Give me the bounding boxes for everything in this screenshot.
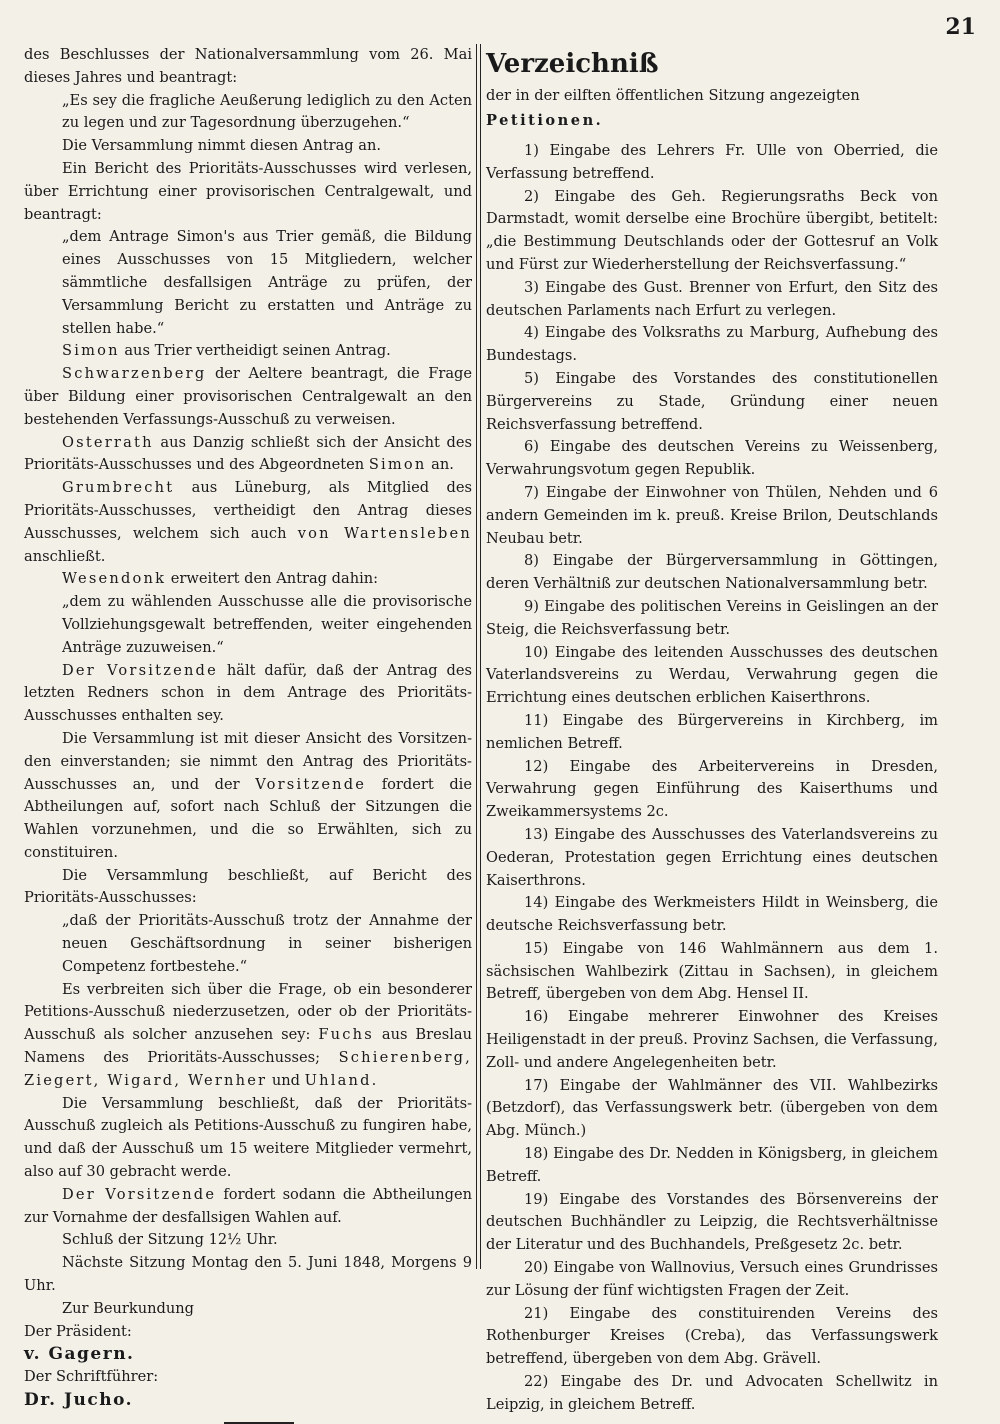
paragraph — [24, 340, 472, 363]
petition-entry: 19) Eingabe des Vorstandes des Börsenvereins der deutschen Buchhändler zu Leipzig, die Rechtsverhältnisse der Literatur und des Buchhandels, Preßgesetz 2c. betr. — [486, 1190, 938, 1254]
paragraph-text: Die Versammlung ist mit dieser Ansicht des Vorsitzenden einverstanden; sie nimmt den Antrag des Prioritäts-Ausschusses an, und der — [24, 729, 472, 793]
speaker-name: Der Vorsitzende — [62, 1185, 217, 1203]
petition-entry: 8) Eingabe der Bürgerversammlung in Göttingen, deren Verhältniß zur deutschen Nationalversammlung betr. — [486, 552, 938, 593]
left-column — [24, 44, 472, 1424]
quoted-motion: „daß der Prioritäts-Ausschuß trotz der Annahme der neuen Geschäftsordnung in seiner bisherigen Competenz fortbestehe.“ — [62, 912, 472, 975]
paragraph-text: Es verbreiten sich über die Frage, ob ein besonderer Petitions-Ausschuß niederzusetzen, oder ob der Prioritäts-Ausschuß als solcher anzusehen sey: — [24, 980, 472, 1044]
certification-label: Zur Beurkundung — [62, 1299, 195, 1317]
column-divider — [476, 44, 481, 1269]
quoted-motion: „Es sey die fragliche Aeußerung lediglich zu den Acten zu legen und zur Tagesordnung überzugehen.“ — [62, 91, 472, 132]
petition-entry: 22) Eingabe des Dr. und Advocaten Schellwitz in Leipzig, in gleichem Betreff. — [486, 1373, 938, 1413]
president-label: Der Präsident: — [24, 1322, 132, 1340]
speaker-name: Schwarzenberg — [62, 365, 207, 383]
president-name: v. Gagern. — [24, 1344, 135, 1365]
paragraph-text: . — [371, 1071, 377, 1089]
list-title: Verzeichniß — [486, 49, 659, 79]
speaker-name: Wesendonk — [62, 570, 167, 588]
paragraph-text: aus Trier vertheidigt seinen Antrag. — [119, 342, 391, 360]
speaker-name: Fuchs — [318, 1026, 374, 1044]
speaker-name: Osterrath — [62, 433, 154, 451]
paragraph — [24, 432, 472, 478]
speaker-name: Grumbrecht — [62, 479, 175, 497]
paragraph — [24, 1184, 472, 1230]
petition-entry: 18) Eingabe des Dr. Nedden in Königsberg, in gleichem Betreff. — [486, 1145, 938, 1185]
paragraph: Die Versammlung nimmt diesen Antrag an. — [62, 137, 382, 155]
petition-entry: 10) Eingabe des leitenden Ausschusses des deutschen Vaterlandsvereins zu Werdau, Verwahrung gegen die Errichtung eines deutschen erblichen Kaiserthrons. — [486, 643, 938, 707]
paragraph: des Beschlusses der Nationalversammlung vom 26. Mai dieses Jahres und beantragt: — [24, 46, 472, 86]
paragraph-text: hält dafür, daß der Antrag des letzten Redners schon in dem Antrage des Prioritäts-Ausschusses enthalten sey. — [24, 661, 473, 725]
speaker-name: Uhland — [304, 1071, 372, 1089]
petition-entry: 15) Eingabe von 146 Wahlmännern aus dem 1. sächsischen Wahlbezirk (Zittau in Sachsen), in gleichem Betreff, übergeben von dem Abg. Hensel II. — [486, 939, 938, 1003]
petition-entry: 20) Eingabe von Wallnovius, Versuch eines Grundrisses zur Lösung der fünf wichtigsten Fragen der Zeit. — [486, 1259, 938, 1299]
session-close: Schluß der Sitzung 12½ Uhr. — [62, 1231, 278, 1249]
secretary-label: Der Schriftführer: — [24, 1368, 159, 1386]
paragraph — [24, 477, 472, 568]
petition-entry: 12) Eingabe des Arbeitervereins in Dresden, Verwahrung gegen Einführung des Kaiserthums und Zweikammersystems 2c. — [486, 757, 938, 821]
paragraph-text: fordert die Abtheilungen auf, sofort nach Schluß der Sitzungen die Wahlen vorzunehmen, und die so Erwählten, sich zu constituiren. — [24, 775, 472, 861]
list-subtitle: der in der eilften öffentlichen Sitzung angezeigten — [486, 87, 860, 104]
paragraph: Ein Bericht des Prioritäts-Ausschusses wird verlesen, über Errichtung einer provisorischen Centralgewalt, und beantragt: — [24, 159, 472, 223]
paragraph-text: und — [267, 1071, 305, 1089]
petition-entry: 3) Eingabe des Gust. Brenner von Erfurt, den Sitz des deutschen Parlaments nach Erfurt zu verlegen. — [486, 278, 938, 319]
secretary-name: Dr. Jucho. — [24, 1390, 134, 1411]
paragraph: Die Versammlung beschließt, daß der Prioritäts-Ausschuß zugleich als Petitions-Ausschuß zu fungiren habe, und daß der Ausschuß um 15 weitere Mitglieder vermehrt, also auf 30 gebracht werde. — [24, 1094, 472, 1181]
paragraph-text: aus Danzig schließt sich der Ansicht des Prioritäts-Ausschusses und des Abgeordneten — [24, 433, 472, 474]
quoted-motion: „dem Antrage Simon's aus Trier gemäß, die Bildung eines Ausschusses von 15 Mitgliedern, welcher sämmtliche desfallsigen Anträge zu prüfen, der Versammlung Bericht zu erstatten und Anträge zu stellen habe.“ — [62, 228, 472, 337]
paragraph — [24, 979, 472, 1093]
speaker-name: Der Vorsitzende — [62, 661, 218, 679]
petition-entry: 1) Eingabe des Lehrers Fr. Ulle von Oberried, die Verfassung betreffend. — [486, 142, 938, 182]
speaker-name: Vorsitzende — [255, 775, 367, 793]
petition-entry: 2) Eingabe des Geh. Regierungsraths Beck von Darmstadt, womit derselbe eine Brochüre übergibt, betitelt: „die Bestimmung Deutschlands oder der Gottesruf an Volk und Fürst zur Wiederherstellung der Reichsverfassung.“ — [486, 187, 938, 273]
petition-entry: 6) Eingabe des deutschen Vereins zu Weissenberg, Verwahrungsvotum gegen Republik. — [486, 438, 938, 479]
speaker-name: Schierenberg, Ziegert, Wigard, Wernher — [24, 1049, 472, 1089]
petition-entry: 9) Eingabe des politischen Vereins in Geislingen an der Steig, die Reichsverfassung betr. — [486, 597, 938, 638]
right-column — [486, 44, 938, 1417]
paragraph-text: erweitert den Antrag dahin: — [166, 570, 379, 588]
petition-entry: 4) Eingabe des Volksraths zu Marburg, Aufhebung des Bundestags. — [486, 324, 938, 365]
paragraph-text: anschließt. — [24, 547, 106, 565]
petition-entry: 5) Eingabe des Vorstandes des constitutionellen Bürgervereins zu Stade, Gründung einer neuen Reichsverfassung betreffend. — [486, 369, 938, 433]
speaker-name: von Wartensleben — [297, 524, 472, 542]
paragraph-text: aus Lüneburg, als Mitglied des Prioritäts-Ausschusses, vertheidigt den Antrag dieses Ausschusses, welchem sich auch — [24, 479, 472, 542]
paragraph — [24, 568, 472, 591]
page-number: 21 — [945, 14, 976, 40]
speaker-name: Simon — [368, 456, 427, 474]
petition-entry: 21) Eingabe des constituirenden Vereins des Rothenburger Kreises (Creba), das Verfassungswerk betreffend, übergeben von dem Abg. Grävell. — [486, 1304, 938, 1368]
petition-entry: 16) Eingabe mehrerer Einwohner des Kreises Heiligenstadt in der preuß. Provinz Sachsen, die Verfassung, Zoll- und andere Angelegenheiten betr. — [486, 1008, 938, 1071]
petition-entry: 11) Eingabe des Bürgervereins in Kirchberg, im nemlichen Betreff. — [486, 711, 938, 752]
next-session: Nächste Sitzung Montag den 5. Juni 1848, Morgens 9 Uhr. — [24, 1254, 472, 1295]
petition-entry: 14) Eingabe des Werkmeisters Hildt in Weinsberg, die deutsche Reichsverfassung betr. — [486, 894, 938, 935]
paragraph-text: fordert sodann die Abtheilungen zur Vornahme der desfallsigen Wahlen auf. — [24, 1185, 473, 1226]
speaker-name: Simon — [62, 342, 120, 360]
petition-entry: 17) Eingabe der Wahlmänner des VII. Wahlbezirks (Betzdorf), das Verfassungswerk betr. (übergeben von dem Abg. Münch.) — [486, 1076, 938, 1140]
paragraph — [24, 363, 472, 431]
paragraph — [24, 728, 472, 865]
petition-entry: 13) Eingabe des Ausschusses des Vaterlandsvereins zu Oederan, Protestation gegen Errichtung eines deutschen Kaiserthrons. — [486, 825, 938, 889]
petition-entry: 7) Eingabe der Einwohner von Thülen, Nehden und 6 andern Gemeinden im k. preuß. Kreise Brilon, Deutschlands Neubau betr. — [486, 483, 938, 547]
paragraph-text: der Aeltere beantragt, die Frage über Bildung einer provisorischen Centralgewalt an den bestehenden Verfassungs-Ausschuß zu verweisen. — [24, 365, 472, 428]
paragraph-text: an. — [426, 456, 454, 474]
paragraph — [24, 660, 472, 728]
quoted-motion: „dem zu wählenden Ausschusse alle die provisorische Vollziehungsgewalt betreffenden, weiter eingehenden Anträge zuzuweisen.“ — [62, 593, 472, 656]
list-subtitle-2: Petitionen. — [486, 112, 604, 129]
paragraph: Die Versammlung beschließt, auf Bericht des Prioritäts-Ausschusses: — [24, 866, 472, 907]
paragraph-text: aus Breslau Namens des Prioritäts-Ausschusses; — [24, 1026, 472, 1067]
